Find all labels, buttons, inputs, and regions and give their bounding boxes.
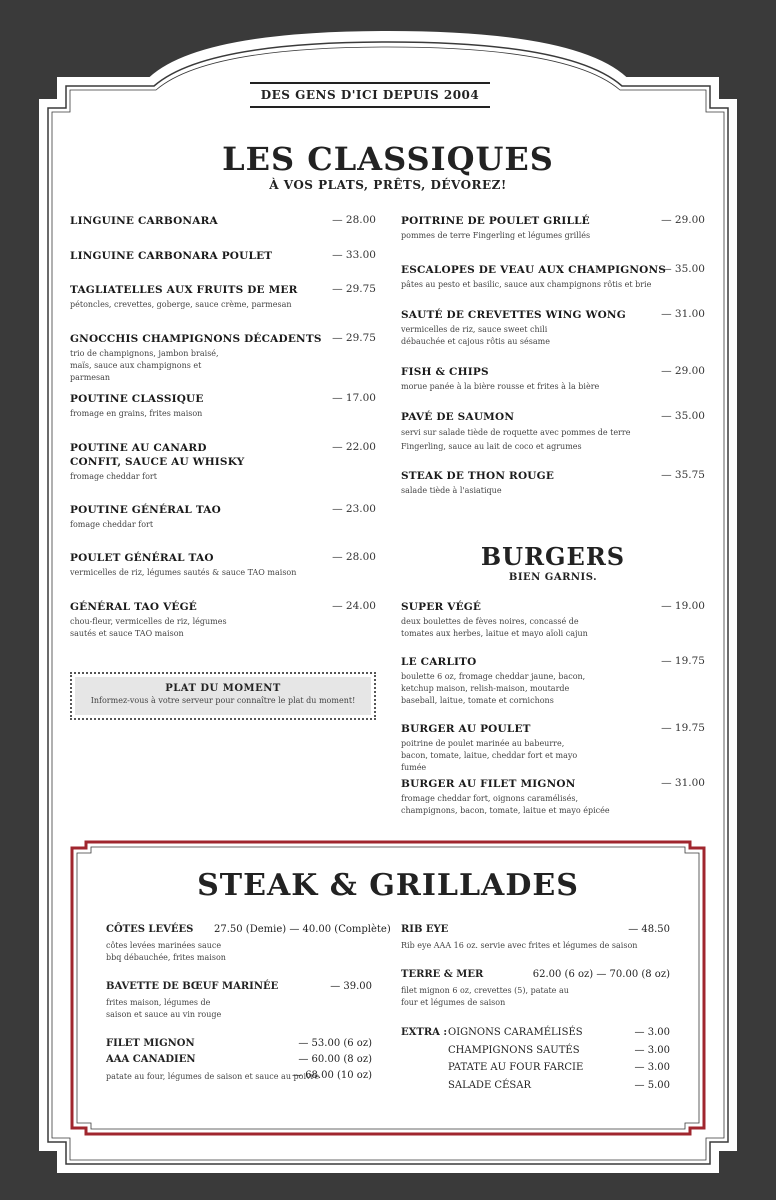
steak-title: STEAK & GRILLADES [197,868,579,903]
menu-item [70,600,376,640]
item-price: — 31.00 [661,777,705,789]
item-name: POUTINE GÉNÉRAL TAO [70,504,221,516]
item-name: PAVÉ DE SAUMON [401,411,515,423]
item-desc: fromage en grains, frites maison [70,409,203,418]
item-price: — 33.00 [332,249,376,261]
ribeye-name: RIB EYE [401,924,449,935]
item-desc: poitrine de poulet marinée au babeurre, bacon, tomate, laitue, cheddar fort et mayo fumée [401,739,578,772]
menu-item [70,441,376,483]
extra-name: PATATE AU FOUR FARCIE [448,1062,584,1073]
item-name: POULET GÉNÉRAL TAO [70,552,214,564]
extra-price: — 3.00 [634,1027,670,1038]
item-desc: pommes de terre Fingerling et légumes grillés [401,231,591,240]
menu-item [70,332,376,384]
menu-item [70,551,376,579]
item-desc: morue panée à la bière rousse et frites à la bière [401,382,600,391]
extra-name: OIGNONS CARAMÉLISÉS [448,1027,583,1038]
item-name: LINGUINE CARBONARA POULET [70,250,273,262]
menu-item [401,308,705,348]
menu-item [70,214,376,228]
item-desc: fromage cheddar fort [70,472,157,481]
item-desc: salade tiède à l'asiatique [401,486,502,495]
terre-name: TERRE & MER [401,969,484,980]
bavette-name: BAVETTE DE BŒUF MARINÉE [106,981,279,992]
menu-item [401,365,705,393]
item-desc: trio de champignons, jambon braisé, maïs, sauce aux champignons et parmesan [70,349,219,382]
filet-name-1: FILET MIGNON [106,1038,195,1049]
menu-item [401,410,705,454]
item-name: SAUTÉ DE CREVETTES WING WONG [401,309,626,321]
menu-item [401,263,705,291]
item-desc: servi sur salade tiède de roquette avec pommes de terre Fingerling, sauce au lait de coco et agrumes [401,428,631,451]
filet-desc: patate au four, légumes de saison et sauce au poivre [106,1072,320,1081]
item-desc: pâtes au pesto et basilic, sauce aux champignons rôtis et brie [401,280,652,289]
item-desc: boulette 6 oz, fromage cheddar jaune, bacon, ketchup maison, relish-maison, moutarde baseball, laitue, tomate et cornichons [401,672,586,705]
item-price: — 17.00 [332,392,376,404]
item-price: — 35.75 [661,469,705,481]
menu-item [70,392,376,420]
extra-price: — 3.00 [634,1062,670,1073]
cotes-price: 27.50 (Demie) — 40.00 (Complète) [214,924,391,935]
item-name: TAGLIATELLES AUX FRUITS DE MER [70,284,298,296]
item-name: POUTINE AU CANARD CONFIT, SAUCE AU WHISKY [70,442,245,468]
item-price: — 29.00 [661,214,705,226]
ribeye-price: — 48.50 [628,924,670,935]
classiques-title: LES CLASSIQUES [222,140,554,178]
filet-price-3: — 68.00 (10 oz) [292,1070,372,1081]
item-desc: chou-fleur, vermicelles de riz, légumes sautés et sauce TAO maison [70,617,227,638]
item-price: — 23.00 [332,503,376,515]
menu-item [401,777,705,817]
menu-item [70,503,376,531]
item-name: BURGER AU FILET MIGNON [401,778,576,790]
cotes-desc: côtes levées marinées sauce bbq débauchée, frites maison [106,941,226,962]
menu-item [70,283,376,311]
cotes-name: CÔTES LEVÉES [106,924,194,935]
bavette-price: — 39.00 [330,981,372,992]
item-price: — 31.00 [661,308,705,320]
item-name: POUTINE CLASSIQUE [70,393,204,405]
burgers-title: BURGERS [480,542,626,571]
menu-item [401,655,705,707]
menu-item [70,249,376,263]
burgers-subtitle: BIEN GARNIS. [508,572,598,583]
filet-price-2: — 60.00 (8 oz) [298,1054,372,1065]
item-name: STEAK DE THON ROUGE [401,470,555,482]
menu-item [401,469,705,497]
filet-price-1: — 53.00 (6 oz) [298,1038,372,1049]
item-desc: vermicelles de riz, sauce sweet chili débauchée et cajous rôtis au sésame [401,325,550,346]
extra-price: — 3.00 [634,1045,670,1056]
special-title: PLAT DU MOMENT [165,683,281,694]
item-price: — 28.00 [332,551,376,563]
item-desc: fomage cheddar fort [70,520,154,529]
item-name: LE CARLITO [401,656,477,668]
bavette-desc: frites maison, légumes de saison et sauce au vin rouge [106,998,222,1019]
special-desc: Informez-vous à votre serveur pour connaître le plat du moment! [90,696,356,705]
item-name: GNOCCHIS CHAMPIGNONS DÉCADENTS [70,333,322,345]
tagline: DES GENS D'ICI DEPUIS 2004 [250,82,490,108]
item-desc: vermicelles de riz, légumes sautés & sauce TAO maison [70,568,297,577]
terre-desc: filet mignon 6 oz, crevettes (5), patate au four et légumes de saison [401,986,569,1007]
item-desc: deux boulettes de fèves noires, concassé de tomates aux herbes, laitue et mayo aïoli cajun [401,617,588,638]
item-name: ESCALOPES DE VEAU AUX CHAMPIGNONS [401,264,667,276]
item-name: SUPER VÉGÉ [401,601,482,613]
item-price: — 35.00 [661,263,705,275]
item-desc: fromage cheddar fort, oignons caramélisés, champignons, bacon, tomate, laitue et mayo épicée [401,794,610,815]
special-box [70,672,376,720]
item-price: — 35.00 [661,410,705,422]
extra-price: — 5.00 [634,1080,670,1091]
item-price: — 29.00 [661,365,705,377]
item-name: FISH & CHIPS [401,366,489,378]
item-name: POITRINE DE POULET GRILLÉ [401,215,590,227]
item-price: — 19.75 [661,722,705,734]
item-name: LINGUINE CARBONARA [70,215,218,227]
menu-item [401,214,705,242]
item-desc: pétoncles, crevettes, goberge, sauce crème, parmesan [70,300,292,309]
classiques-subtitle: À VOS PLATS, PRÊTS, DÉVOREZ! [269,178,507,192]
item-name: BURGER AU POULET [401,723,531,735]
item-price: — 22.00 [332,441,376,453]
extra-label: EXTRA : [401,1027,448,1038]
item-price: — 28.00 [332,214,376,226]
item-price: — 19.75 [661,655,705,667]
ribeye-desc: Rib eye AAA 16 oz. servie avec frites et légumes de saison [401,941,638,950]
terre-price: 62.00 (6 oz) — 70.00 (8 oz) [532,969,670,980]
menu-item [401,722,705,774]
item-price: — 29.75 [332,283,376,295]
item-price: — 24.00 [332,600,376,612]
extra-name: CHAMPIGNONS SAUTÉS [448,1045,580,1056]
extra-name: SALADE CÉSAR [448,1080,531,1091]
menu-item [401,600,705,640]
item-name: GÉNÉRAL TAO VÉGÉ [70,601,197,613]
filet-name-2: AAA CANADIEN [106,1054,196,1065]
item-price: — 19.00 [661,600,705,612]
item-price: — 29.75 [332,332,376,344]
